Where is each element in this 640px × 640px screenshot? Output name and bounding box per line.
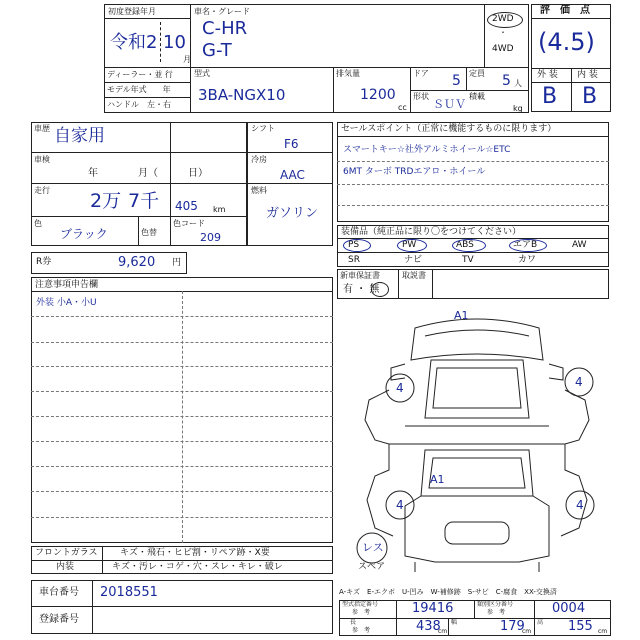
class-number: 0004 (552, 601, 586, 616)
interior-cond-label: 内装 (56, 562, 75, 572)
equip-pw: PW (402, 240, 417, 250)
recycle-frame (31, 252, 187, 274)
tire-rear-left: 4 (396, 498, 404, 512)
class-no-label: 類別区分番号 (477, 601, 514, 608)
shape-label: 形状 (413, 92, 429, 101)
height: 155 (568, 619, 593, 634)
width-label: 幅 (451, 619, 458, 626)
equip-abs: ABS (456, 240, 474, 250)
spare-label: スペア (358, 562, 386, 572)
length-label: 長 (350, 619, 357, 626)
mileage-sen: 7千 (128, 190, 160, 212)
type-no-label: 型式指定番号 (342, 601, 379, 608)
mileage-man: 2万 (90, 190, 122, 212)
tire-front-left: 4 (396, 381, 404, 395)
rear-damage-mark: A1 (430, 473, 445, 486)
front-glass-text: キズ・飛石・ヒビ割・リペア跡・X要 (120, 548, 270, 558)
exterior-grade: B (542, 84, 558, 109)
capacity-unit: 人 (514, 79, 522, 88)
reg-month-unit: 月 (183, 55, 191, 64)
equipment-label: 装備品（純正品に限り〇をつけてください） (341, 227, 522, 237)
door-label: ドア (413, 69, 429, 78)
fuel: ガソリン (266, 206, 319, 221)
notes-line-1: 外装 小A・小U (36, 298, 97, 308)
load-label: 積載 (469, 92, 485, 101)
class-no-ref: 参 考 (487, 609, 506, 616)
car-name-label: 車名・グレード (194, 7, 250, 16)
length: 438 (416, 619, 441, 634)
equip-aw: AW (572, 240, 587, 250)
km-unit: km (213, 205, 226, 214)
color-code: 209 (200, 231, 221, 244)
type-no-ref: 参 考 (352, 609, 371, 616)
type-designation-number: 19416 (412, 601, 454, 616)
registration-label: 登録番号 (39, 614, 79, 625)
recycle-label: R券 (36, 257, 52, 267)
fuel-label: 燃料 (251, 186, 267, 195)
equip-navi: ナビ (404, 255, 423, 265)
type-label: 型式 (194, 69, 210, 78)
car-name: C-HR (202, 18, 248, 39)
spare-mark: レス (362, 541, 384, 554)
displacement: 1200 (360, 87, 396, 103)
use-label: 車歴 (34, 124, 50, 133)
chassis-label: 車台番号 (39, 587, 79, 598)
mileage-label: 走行 (34, 186, 50, 195)
sales-line-1: スマートキー☆社外アルミホイール☆ETC (343, 145, 511, 155)
inspection-date: 年 月（ 日） (88, 168, 208, 179)
height-unit: cm (598, 628, 608, 635)
drive-4wd: 4WD (492, 44, 514, 54)
equip-tv: TV (462, 255, 474, 265)
damage-legend: A-キズ E-エクボ U-凹み W-補修跡 S-サビ C-腐食 XX-交換済 (339, 588, 557, 596)
yen-unit: 円 (172, 258, 182, 268)
width: 179 (500, 619, 525, 634)
inspection-label: 車検 (34, 155, 50, 164)
evaluation-label: 評 価 点 (540, 5, 590, 16)
interior-grade: B (582, 84, 598, 109)
mileage-rest: 405 (175, 199, 198, 213)
car-diagram (345, 300, 609, 580)
tire-front-right: 4 (575, 375, 583, 389)
shape: ＳＵＶ (433, 98, 466, 111)
shift-label: シフト (251, 124, 275, 133)
front-glass-label: フロントガラス (35, 548, 98, 558)
ac: AAC (280, 168, 305, 182)
chassis-number: 2018551 (100, 585, 158, 600)
handle-label: ハンドル 左・右 (107, 100, 171, 109)
manual-label: 取説書 (402, 271, 426, 280)
recycle-fee: 9,620 (118, 255, 156, 270)
color-code-label: 色コード (173, 219, 205, 228)
sales-line-2: 6MT ターボ TRDエアロ・ホイール (343, 167, 486, 177)
equip-sr: SR (348, 255, 360, 265)
exterior-label: 外 装 (537, 70, 558, 80)
warranty-label: 新車保証書 (340, 271, 380, 280)
tire-rear-right: 4 (576, 498, 584, 512)
ac-label: 冷房 (251, 155, 267, 164)
length-unit: cm (438, 628, 448, 635)
notes-label: 注意事項申告欄 (35, 280, 99, 290)
drive-2wd: 2WD (492, 14, 514, 24)
car-grade: G-T (202, 40, 232, 61)
color-label: 色 (34, 219, 42, 228)
equip-leather: カワ (518, 255, 537, 265)
use-type: 自家用 (54, 126, 105, 146)
length-ref: 参 考 (352, 627, 371, 634)
model-type: 3BA-NGX10 (198, 86, 286, 104)
drive-separator: ・ (499, 28, 507, 37)
shift: F6 (284, 137, 299, 151)
capacity: 5 (502, 73, 511, 89)
warranty-value: 有 ・ 無 (343, 284, 380, 295)
color-change-label: 色替 (141, 228, 157, 237)
equip-airbag: エアB (513, 240, 538, 250)
sales-point-label: セールスポイント（正常に機能するものに限ります） (341, 124, 557, 134)
equip-ps: PS (348, 240, 360, 250)
evaluation-score: (4.5) (538, 28, 595, 56)
color: ブラック (60, 227, 108, 241)
interior-cond-text: キズ・汚レ・コゲ・穴・スレ・キレ・破レ (112, 562, 283, 572)
kg-unit: kg (513, 104, 523, 113)
height-label: 高 (537, 619, 544, 626)
reg-date-label: 初度登録年月 (108, 7, 156, 16)
dealer-label: ディーラー・並 行 (107, 70, 173, 79)
displacement-label: 排気量 (336, 69, 360, 78)
reg-month: 10 (163, 32, 186, 53)
capacity-label: 定員 (469, 69, 485, 78)
front-damage-mark: A1 (454, 309, 469, 322)
doors: 5 (452, 73, 461, 89)
model-year-label: モデル年式 年 (107, 85, 171, 94)
width-unit: cm (522, 628, 532, 635)
interior-label: 内 装 (577, 70, 598, 80)
cc-unit: cc (398, 103, 407, 112)
reg-era: 令和2 (110, 32, 158, 53)
